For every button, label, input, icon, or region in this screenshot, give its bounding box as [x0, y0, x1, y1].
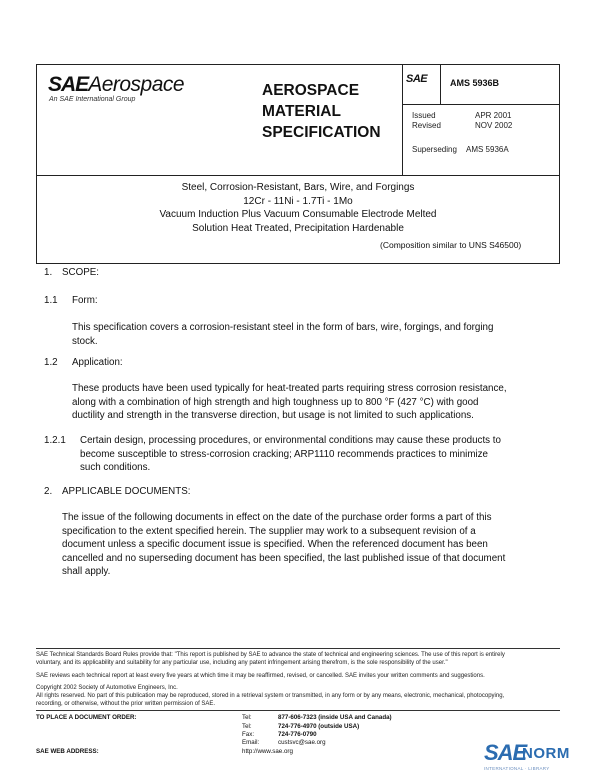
logo-text: Aerospace: [88, 73, 185, 96]
rights-notice: [36, 692, 504, 708]
sae-aerospace-logo: [48, 73, 184, 97]
logo-subtitle: An SAE International Group: [49, 96, 136, 103]
sae-norm-sub: INTERNATIONAL · LIBRARY: [484, 766, 550, 771]
subject-line: Vacuum Induction Plus Vacuum Consumable Electrode Melted: [159, 209, 437, 220]
superseding-value: AMS 5936A: [466, 145, 509, 154]
header-hline: [402, 104, 560, 105]
title-line: SPECIFICATION: [262, 124, 381, 141]
order-label: TO PLACE A DOCUMENT ORDER:: [36, 714, 137, 721]
sae-norm-logo-brand: SAE: [484, 740, 527, 765]
notice-line: voluntary, and its applicability and suitability for any particular use, including any patent infringement arising therefrom, is the sole responsibility of the user.": [36, 660, 448, 667]
subject-line: 12Cr - 11Ni - 1.7Ti - 1Mo: [243, 195, 353, 207]
tel1-value: 877-606-7323 (inside USA and Canada): [278, 714, 392, 721]
paragraph-line: such conditions.: [80, 462, 151, 474]
paragraph-line: shall apply.: [62, 566, 111, 578]
revised-label: Revised: [412, 121, 441, 130]
footer-rule: [36, 648, 560, 649]
email-label: Email:: [242, 739, 260, 746]
spec-number: AMS 5936B: [450, 78, 500, 88]
tel2-value: 724-776-4970 (outside USA): [278, 723, 360, 730]
rules-notice: [36, 651, 560, 667]
section-number: 1.1: [44, 295, 58, 306]
notice-line: recording, or otherwise, without the prior written permission of SAE.: [36, 701, 216, 708]
header-vline: [402, 64, 403, 175]
logo-brand: SAE: [48, 73, 89, 96]
section-number: 2.: [44, 486, 53, 497]
review-notice: SAE reviews each technical report at least every five years at which time it may be reaffirmed, revised, or cancelled. SAE invites your written comments and suggestions.: [36, 673, 485, 679]
paragraph-line: along with a combination of high strength and high toughness up to 800 °F (427 °C) with good: [72, 396, 479, 408]
section-title: SCOPE:: [62, 267, 100, 278]
email-value[interactable]: custsvc@sae.org: [278, 739, 326, 746]
sae-norm-logo: NORM: [522, 745, 570, 762]
copyright-notice: Copyright 2002 Society of Automotive Engineers, Inc.: [36, 685, 178, 691]
paragraph-line: Certain design, processing procedures, or environmental conditions may cause these products to: [80, 435, 501, 446]
title-line: AEROSPACE: [262, 82, 360, 99]
paragraph: [80, 434, 501, 475]
issued-label: Issued: [412, 111, 436, 120]
subject-line: Steel, Corrosion-Resistant, Bars, Wire, and Forgings: [181, 182, 415, 193]
title-line: MATERIAL: [262, 103, 341, 120]
section-title: Form:: [72, 295, 98, 306]
sae-mark: SAE: [406, 73, 428, 85]
issued-value: APR 2001: [475, 111, 512, 120]
paragraph: [72, 382, 507, 423]
fax-value: 724-776-0790: [278, 731, 317, 738]
paragraph-line: These products have been used typically for heat-treated parts requiring stress corrosion resistance,: [72, 383, 507, 394]
section-title: APPLICABLE DOCUMENTS:: [62, 486, 191, 497]
paragraph-line: cancelled and no superseding document has been specified, the last published issue of that document: [62, 552, 506, 564]
section-number: 1.: [44, 267, 53, 278]
footer-rule: [36, 710, 560, 711]
web-label: SAE WEB ADDRESS:: [36, 748, 99, 755]
section-number: 1.2: [44, 357, 58, 368]
fax-label: Fax:: [242, 731, 255, 738]
notice-line: SAE Technical Standards Board Rules provide that: "This report is published by SAE to advance the state of technical and engineering sciences. The use of this report is entirely: [36, 652, 505, 658]
tel1-label: Tel:: [242, 714, 252, 721]
composition-note: (Composition similar to UNS S46500): [380, 240, 522, 250]
revised-value: NOV 2002: [475, 121, 513, 130]
web-address-link[interactable]: http://www.sae.org: [242, 748, 293, 755]
tel2-label: Tel:: [242, 723, 252, 730]
section-title: Application:: [72, 357, 123, 368]
paragraph-line: become susceptible to stress-corrosion cracking; ARP1110 recommends practices to minimize: [80, 448, 489, 460]
paragraph-line: document unless a specific document issue is specified. When the referenced document has been: [62, 539, 488, 551]
subject-line: Solution Heat Treated, Precipitation Hardenable: [192, 222, 404, 234]
header-divider: [36, 175, 560, 176]
section-number: 1.2.1: [44, 435, 66, 446]
superseding-label: Superseding: [412, 145, 457, 154]
paragraph-line: This specification covers a corrosion-resistant steel in the form of bars, wire, forgings, and forging: [72, 322, 494, 333]
paragraph-line: ductility and strength in the transverse direction, but usage is not limited to such applications.: [72, 410, 474, 422]
paragraph-line: specification to the extent specified herein. The supplier may work to a subsequent revision of a: [62, 525, 476, 537]
subject-block: [36, 181, 560, 235]
doc-title: [262, 80, 381, 143]
paragraph: [62, 511, 505, 579]
notice-line: All rights reserved. No part of this publication may be reproduced, stored in a retrieval system or transmitted, in any form or by any means, electronic, mechanical, photocopying,: [36, 693, 505, 699]
paragraph: [72, 321, 493, 348]
paragraph-line: The issue of the following documents in effect on the date of the purchase order forms a part of this: [62, 512, 492, 523]
header-vline-small: [440, 64, 441, 104]
paragraph-line: stock.: [72, 335, 98, 347]
